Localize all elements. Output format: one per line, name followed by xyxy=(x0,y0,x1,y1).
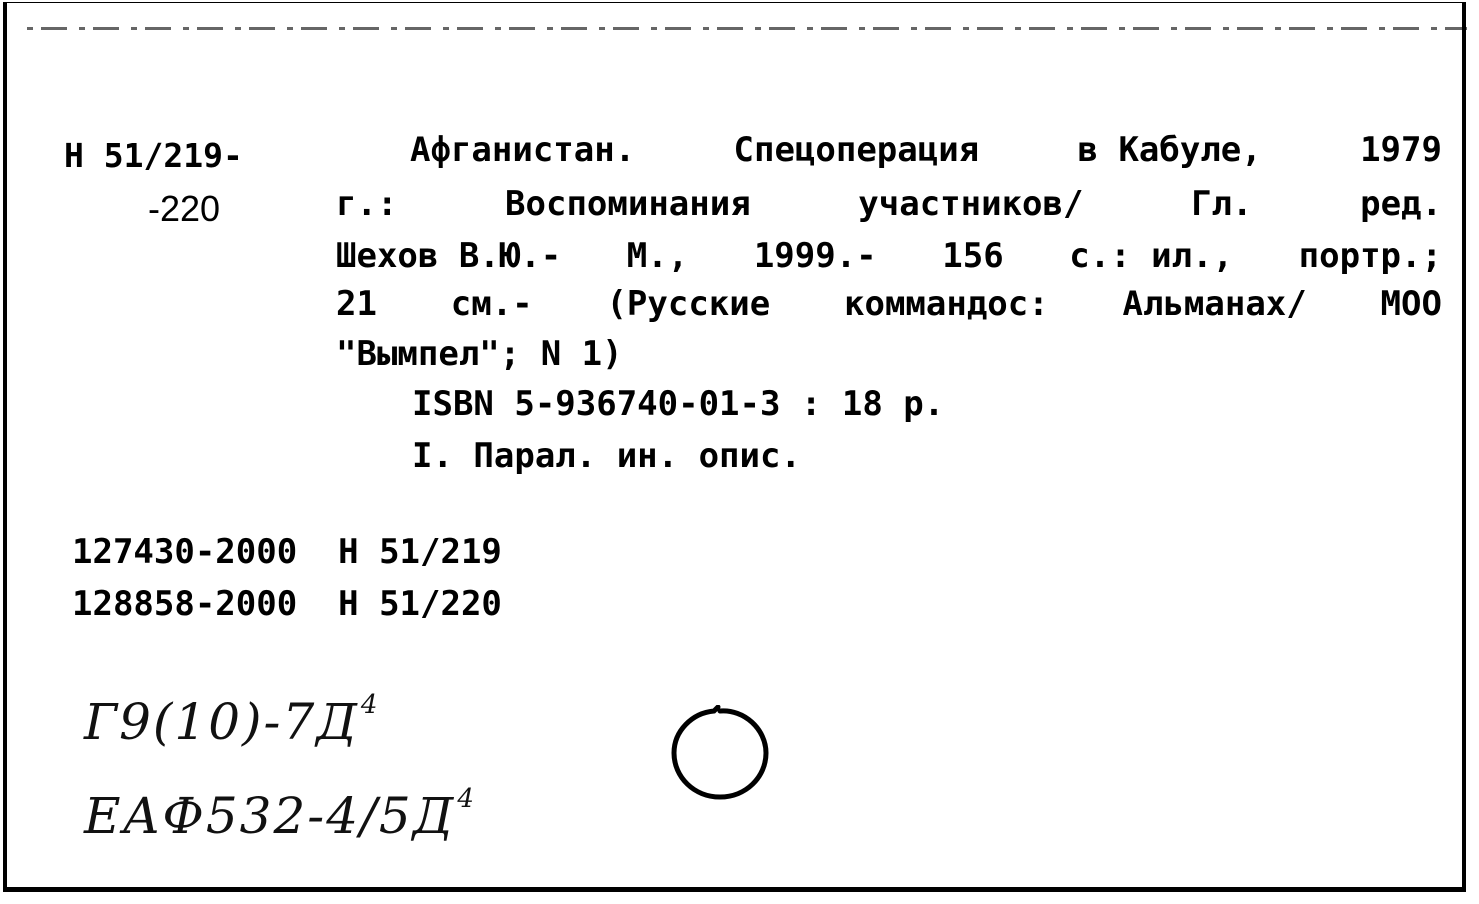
inventory-number: 128858-2000 xyxy=(72,584,298,624)
top-dashed-line xyxy=(27,27,1467,30)
desc-word: ред. xyxy=(1360,184,1442,224)
desc-word: в Кабуле, xyxy=(1077,130,1262,170)
handwritten-superscript: 4 xyxy=(457,784,476,814)
handwritten-superscript: 4 xyxy=(360,690,380,720)
desc-word: с.: ил., xyxy=(1069,236,1234,276)
description-line-4 xyxy=(336,284,1442,324)
shelfmark-line-2: -220 xyxy=(148,188,221,229)
inventory-shelfmark: Н 51/220 xyxy=(338,584,502,624)
desc-word: участников/ xyxy=(858,184,1084,224)
desc-word: Шехов В.Ю.- xyxy=(336,236,562,276)
desc-word: Спецоперация xyxy=(733,130,980,170)
desc-word: "Вымпел"; N 1) xyxy=(336,334,623,374)
handwritten-classification-1 xyxy=(84,690,379,751)
desc-word: 1999.- xyxy=(753,236,877,276)
circle-stamp xyxy=(670,705,770,801)
handwritten-classification-2 xyxy=(84,784,476,845)
desc-word: см.- xyxy=(450,284,533,324)
desc-word: Альманах/ xyxy=(1122,284,1307,324)
isbn-line: ISBN 5-936740-01-3 : 18 р. xyxy=(412,384,945,424)
handwritten-text: ЕАФ532-4/5Д xyxy=(84,787,456,845)
desc-word: 156 xyxy=(942,236,1004,276)
description-line-3 xyxy=(336,236,1442,276)
desc-word: г.: xyxy=(336,184,398,224)
description-line-2 xyxy=(336,184,1442,224)
desc-word: (Русские xyxy=(606,284,771,324)
desc-word: Гл. xyxy=(1191,184,1253,224)
inventory-row xyxy=(72,584,502,624)
inventory-number: 127430-2000 xyxy=(72,532,298,572)
desc-word: 1979 xyxy=(1360,130,1442,170)
desc-word: 21 xyxy=(336,284,377,324)
desc-word: МОО xyxy=(1380,284,1442,324)
inventory-row xyxy=(72,532,502,572)
desc-word: коммандос: xyxy=(844,284,1049,324)
description-line-1 xyxy=(336,130,1442,170)
description-line-5 xyxy=(336,334,1442,374)
desc-word: портр.; xyxy=(1298,236,1442,276)
inventory-shelfmark: Н 51/219 xyxy=(338,532,502,572)
desc-word: М., xyxy=(626,236,689,276)
shelfmark-line-1: Н 51/219- xyxy=(64,136,243,175)
parallel-title-note: I. Парал. ин. опис. xyxy=(412,436,801,476)
handwritten-text: Г9(10)-7Д xyxy=(84,693,359,751)
desc-word: Афганистан. xyxy=(410,130,636,170)
desc-word: Воспоминания xyxy=(505,184,751,224)
